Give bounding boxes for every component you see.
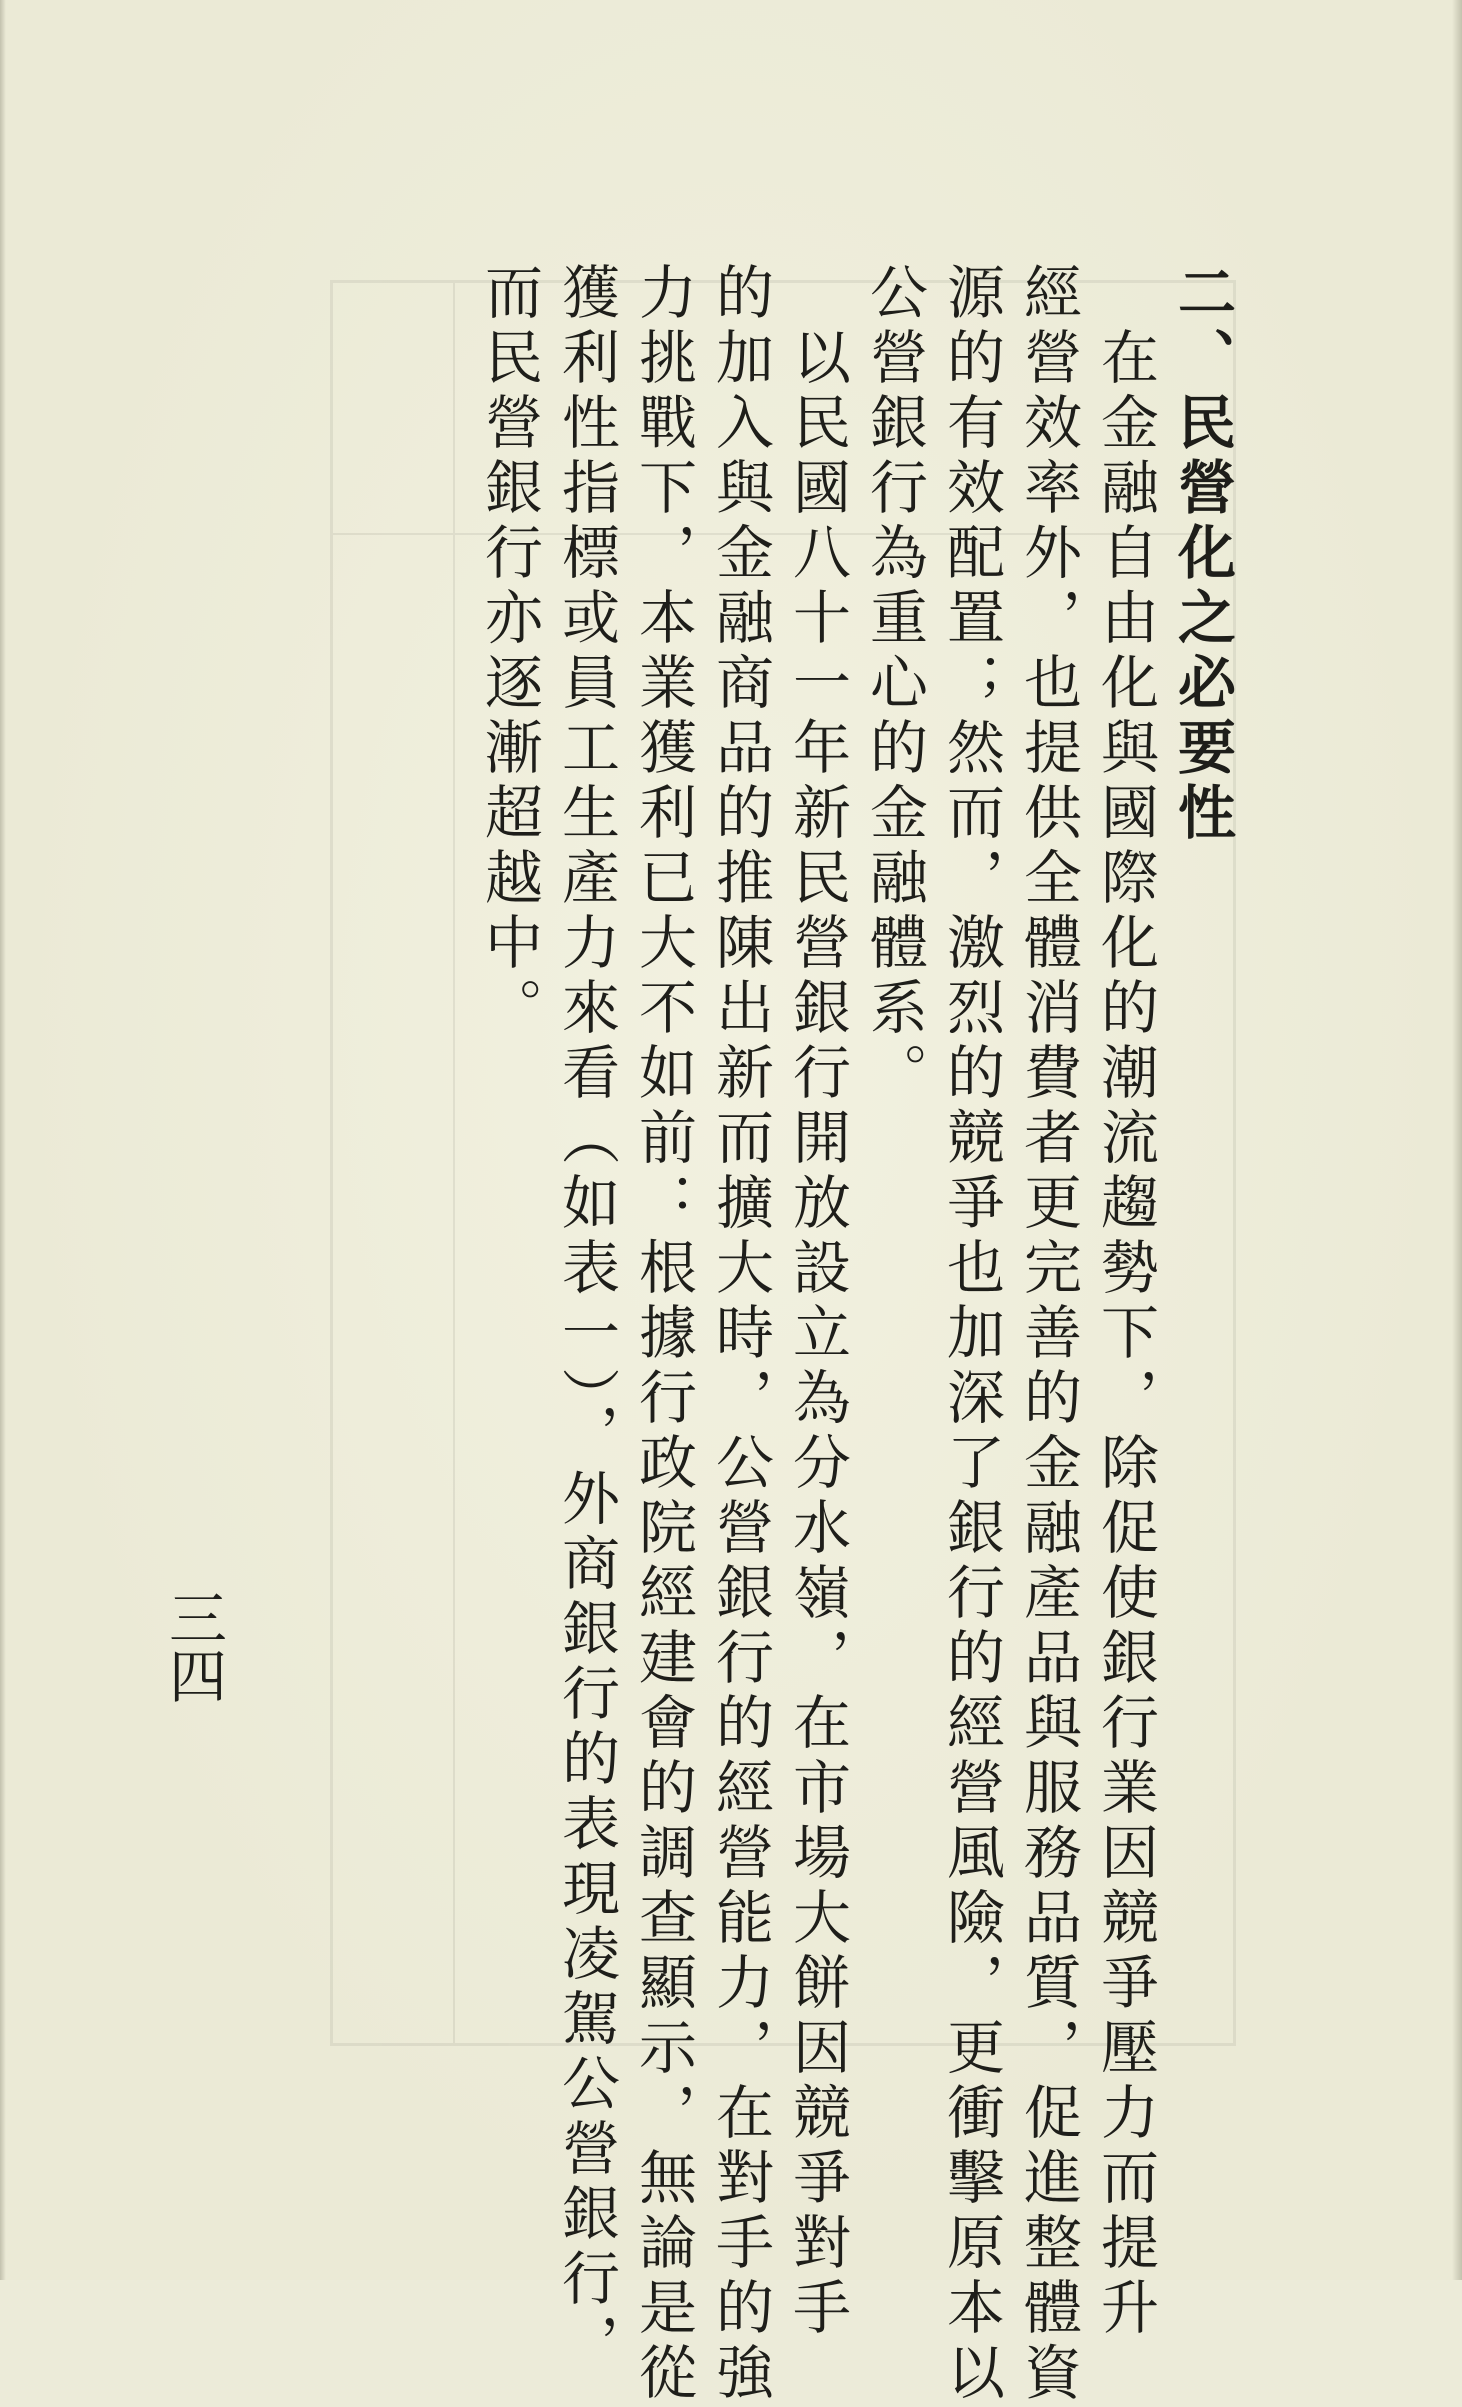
section-heading: 二、民營化之必要性 bbox=[1168, 262, 1236, 847]
body-column: 公營銀行為重心的金融體系。 bbox=[860, 262, 928, 1107]
body-column: 以民國八十一年新民營銀行開放設立為分水嶺，在市場大餅因競爭對手 bbox=[783, 262, 851, 2342]
body-column: 的加入與金融商品的推陳出新而擴大時，公營銀行的經營能力，在對手的強 bbox=[706, 262, 774, 2407]
page-edge-shadow-left bbox=[0, 0, 6, 2280]
body-column: 獲利性指標或員工生產力來看（如表一），外商銀行的表現凌駕公營銀行， bbox=[552, 262, 620, 2378]
body-column: 在金融自由化與國際化的潮流趨勢下，除促使銀行業因競爭壓力而提升 bbox=[1091, 262, 1159, 2342]
body-column: 經營效率外，也提供全體消費者更完善的金融產品與服務品質，促進整體資 bbox=[1014, 262, 1082, 2407]
vertical-text-block bbox=[470, 262, 1240, 2407]
page-edge-shadow-right bbox=[1452, 0, 1462, 2280]
body-column: 源的有效配置；然而，激烈的競爭也加深了銀行的經營風險，更衝擊原本以 bbox=[937, 262, 1005, 2407]
body-column: 力挑戰下，本業獲利已大不如前：根據行政院經建會的調查顯示，無論是從 bbox=[629, 262, 697, 2407]
page-number: 三四 bbox=[159, 1588, 227, 1704]
body-column: 而民營銀行亦逐漸超越中。 bbox=[475, 262, 543, 1042]
